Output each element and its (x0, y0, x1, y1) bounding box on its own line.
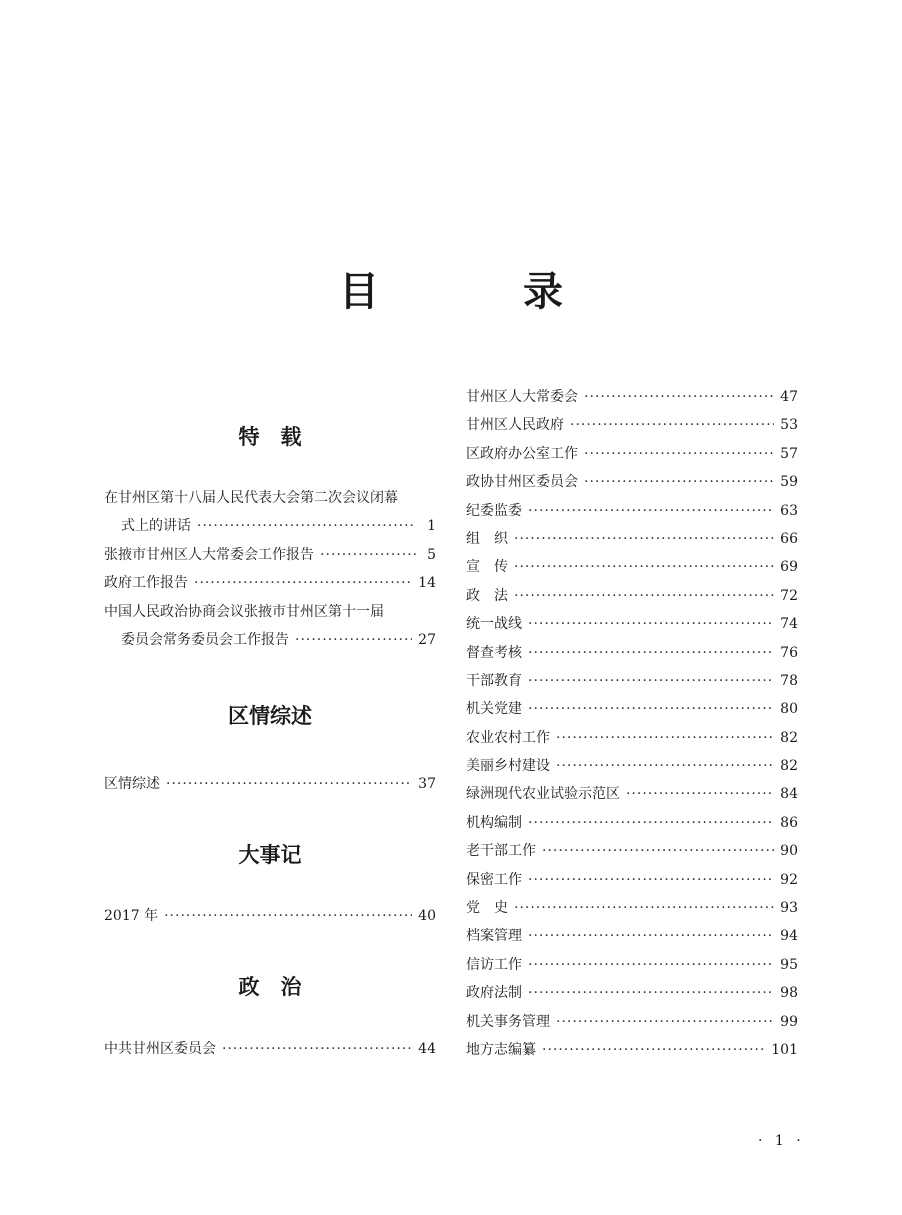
page-title: 目 录 (339, 269, 615, 315)
leader-dots (528, 497, 774, 525)
toc-page-number: 63 (780, 502, 798, 519)
toc-entry-title: 保密工作 (466, 871, 522, 888)
toc-entry-title: 中共甘州区委员会 (104, 1041, 216, 1057)
toc-entry[interactable] (466, 553, 798, 581)
leader-dots (514, 894, 774, 922)
toc-right-column (466, 383, 798, 1064)
toc-entry[interactable] (466, 639, 798, 667)
toc-page-number: 93 (780, 900, 798, 917)
toc-page-number: 80 (780, 701, 798, 718)
toc-entry[interactable] (104, 541, 436, 569)
toc-page-number: 40 (418, 908, 436, 924)
leader-dots (584, 440, 774, 468)
toc-entry[interactable] (466, 951, 798, 979)
leader-dots (570, 411, 774, 439)
toc-entry-title: 组 织 (466, 530, 508, 547)
toc-page-number: 82 (780, 758, 798, 775)
leader-dots (528, 610, 774, 638)
leader-dots (528, 667, 774, 695)
toc-entry[interactable] (104, 902, 436, 930)
toc-entry-title: 政协甘州区委员会 (466, 474, 578, 491)
toc-entry[interactable] (466, 525, 798, 553)
toc-entry-title: 统一战线 (466, 616, 522, 633)
leader-dots (528, 979, 774, 1007)
toc-entry[interactable] (104, 1035, 436, 1063)
section-heading-politics: 政 治 (238, 975, 302, 999)
leader-dots (194, 569, 412, 597)
toc-entry-title: 信访工作 (466, 956, 522, 973)
leader-dots (295, 626, 412, 654)
toc-entry-title: 在甘州区第十八届人民代表大会第二次会议闭幕 (104, 490, 398, 506)
toc-page-number: 57 (780, 445, 798, 462)
toc-page-number: 94 (780, 928, 798, 945)
toc-entry[interactable] (466, 383, 798, 411)
toc-entry-line[interactable] (104, 484, 436, 512)
toc-entry[interactable] (104, 626, 436, 654)
overview-entries (104, 770, 436, 798)
leader-dots (584, 383, 774, 411)
toc-entry-title: 机构编制 (466, 814, 522, 831)
toc-entry[interactable] (466, 497, 798, 525)
toc-entry-title: 政 法 (466, 587, 508, 604)
toc-page-number: 82 (780, 729, 798, 746)
toc-page-number: 37 (418, 776, 436, 792)
toc-entry-title: 地方志编纂 (466, 1041, 536, 1058)
toc-entry-title: 督查考核 (466, 644, 522, 661)
toc-entry-title: 甘州区人民政府 (466, 417, 564, 434)
leader-dots (514, 525, 774, 553)
toc-entry-title: 2017 年 (104, 908, 159, 924)
toc-entry-title: 政府工作报告 (104, 575, 188, 592)
toc-entry-title: 机关事务管理 (466, 1013, 550, 1030)
toc-page-number: 86 (780, 814, 798, 831)
toc-entry[interactable] (466, 837, 798, 865)
section-heading-chronicle: 大事记 (238, 843, 302, 867)
leader-dots (528, 695, 774, 723)
toc-entry[interactable] (466, 695, 798, 723)
toc-entry-title: 干部教育 (466, 672, 522, 689)
toc-entry[interactable] (466, 1036, 798, 1064)
special-entries (104, 484, 436, 654)
toc-entry-title: 党 史 (466, 900, 508, 917)
toc-entry-title: 中国人民政治协商会议张掖市甘州区第十一届 (104, 603, 384, 620)
toc-entry[interactable] (466, 979, 798, 1007)
toc-entry-line[interactable] (104, 598, 436, 626)
toc-page-number: 90 (780, 843, 798, 860)
toc-entry[interactable] (466, 922, 798, 950)
leader-dots (556, 752, 774, 780)
toc-entry[interactable] (466, 752, 798, 780)
toc-page-number: 78 (780, 672, 798, 689)
toc-page-number: 95 (780, 956, 798, 973)
toc-page-number: 99 (780, 1013, 798, 1030)
toc-page-number: 76 (780, 644, 798, 661)
toc-page-number: 59 (780, 474, 798, 491)
leader-dots (514, 553, 774, 581)
toc-entry-title: 委员会常务委员会工作报告 (121, 631, 289, 648)
leader-dots (164, 902, 412, 930)
toc-entry-title: 纪委监委 (466, 502, 522, 519)
toc-page-number: 14 (418, 575, 436, 592)
section-heading-overview: 区情综述 (228, 704, 312, 728)
toc-entry-title: 式上的讲话 (121, 518, 191, 535)
toc-entry[interactable] (104, 770, 436, 798)
toc-entry-title: 绿洲现代农业试验示范区 (466, 786, 620, 803)
toc-entry-title: 档案管理 (466, 928, 522, 945)
leader-dots (514, 582, 774, 610)
section-heading-special: 特 载 (238, 425, 302, 449)
toc-page-number: 44 (418, 1041, 436, 1057)
toc-entry[interactable] (466, 667, 798, 695)
toc-entry-title: 区情综述 (104, 776, 160, 792)
toc-page-number: 1 (427, 518, 436, 535)
toc-entry-title: 政府法制 (466, 985, 522, 1002)
leader-dots (584, 468, 774, 496)
toc-page-number: 74 (780, 616, 798, 633)
toc-entry-title: 张掖市甘州区人大常委会工作报告 (104, 546, 314, 563)
page-folio: · 1 · (758, 1133, 805, 1149)
toc-page-number: 66 (780, 530, 798, 547)
leader-dots (528, 639, 774, 667)
toc-entry-title: 区政府办公室工作 (466, 445, 578, 462)
leader-dots (528, 809, 774, 837)
toc-entry[interactable] (466, 780, 798, 808)
leader-dots (626, 780, 774, 808)
leader-dots (222, 1035, 412, 1063)
leader-dots (542, 1036, 765, 1064)
leader-dots (528, 922, 774, 950)
toc-entry[interactable] (104, 512, 436, 540)
toc-entry[interactable] (466, 809, 798, 837)
toc-page-number: 101 (771, 1041, 798, 1058)
toc-page-number: 98 (780, 985, 798, 1002)
toc-entry[interactable] (104, 569, 436, 597)
chronicle-entries (104, 902, 436, 930)
toc-page-number: 27 (418, 631, 436, 648)
toc-page-number: 5 (427, 546, 436, 563)
toc-entry[interactable] (466, 866, 798, 894)
politics-continued-entries (466, 383, 798, 1064)
toc-entry[interactable] (466, 440, 798, 468)
toc-entry[interactable] (466, 1008, 798, 1036)
leader-dots (542, 837, 774, 865)
toc-entry-title: 美丽乡村建设 (466, 758, 550, 775)
leader-dots (556, 724, 774, 752)
politics-entries (104, 1035, 436, 1063)
toc-page-number: 84 (780, 786, 798, 803)
toc-entry-title: 甘州区人大常委会 (466, 389, 578, 405)
toc-entry[interactable] (466, 582, 798, 610)
leader-dots (556, 1008, 774, 1036)
toc-entry[interactable] (466, 411, 798, 439)
leader-dots (166, 770, 412, 798)
toc-entry[interactable] (466, 610, 798, 638)
toc-entry-title: 机关党建 (466, 701, 522, 718)
leader-dots (197, 512, 416, 540)
toc-page-number: 72 (780, 587, 798, 604)
toc-entry-title: 农业农村工作 (466, 729, 550, 746)
leader-dots (320, 541, 416, 569)
toc-entry[interactable] (466, 894, 798, 922)
toc-page-number: 92 (780, 871, 798, 888)
toc-entry[interactable] (466, 468, 798, 496)
toc-page-number: 53 (780, 417, 798, 434)
leader-dots (528, 866, 774, 894)
toc-page-number: 69 (780, 559, 798, 576)
toc-entry-title: 老干部工作 (466, 843, 536, 860)
toc-entry-title: 宣 传 (466, 559, 508, 576)
toc-page-number: 47 (780, 389, 798, 405)
leader-dots (528, 951, 774, 979)
toc-entry[interactable] (466, 724, 798, 752)
